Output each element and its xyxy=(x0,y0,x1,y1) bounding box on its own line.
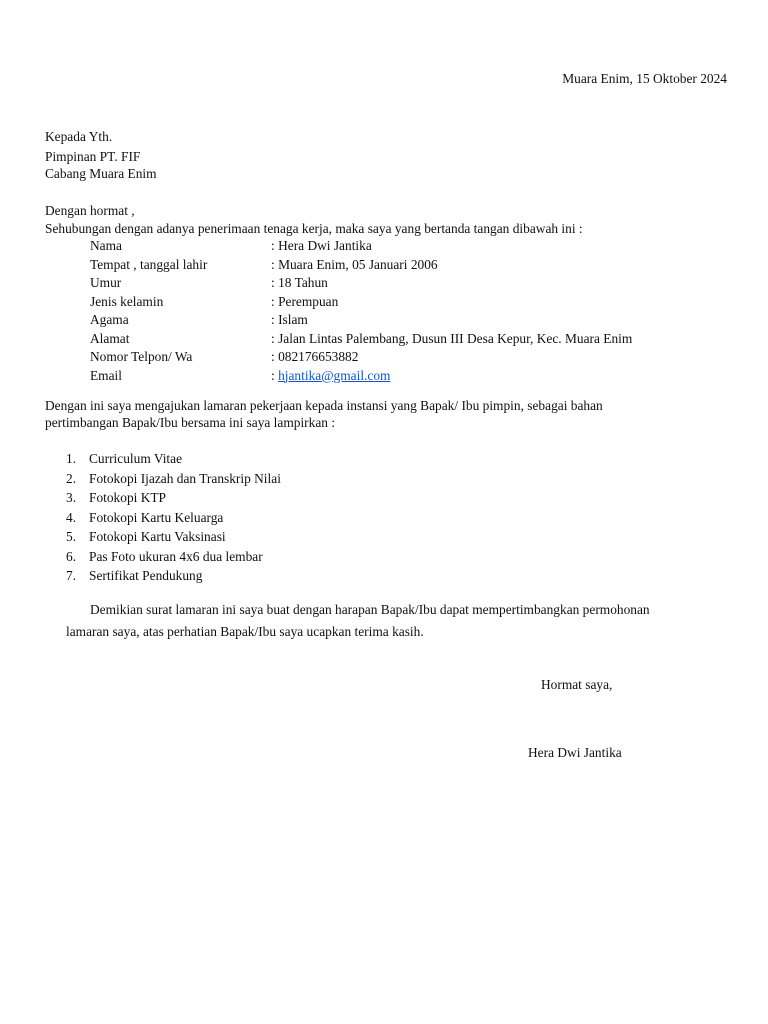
list-item xyxy=(66,569,386,589)
list-number: 6. xyxy=(66,548,77,564)
regards: Hormat saya, xyxy=(541,677,613,692)
address: Jalan Lintas Palembang, Dusun III Desa Kepur, Kec. Muara Enim xyxy=(278,330,633,346)
info-value xyxy=(271,239,372,252)
info-label: Email xyxy=(90,367,122,383)
info-row-email xyxy=(90,369,690,388)
applicant-name: Hera Dwi Jantika xyxy=(278,238,372,253)
list-text: Fotokopi Kartu Vaksinasi xyxy=(89,529,226,544)
closing-line-2: lamaran saya, atas perhatian Bapak/Ibu saya ucapkan terima kasih. xyxy=(66,624,424,639)
list-text: Curriculum Vitae xyxy=(89,451,183,466)
info-value xyxy=(271,276,328,289)
recipient-line-2: Pimpinan PT. FIF xyxy=(45,149,141,164)
info-label: Agama xyxy=(90,312,129,327)
greeting: Dengan hormat , xyxy=(45,203,135,218)
list-text: Fotokopi Kartu Keluarga xyxy=(89,509,224,525)
value-colon: : xyxy=(271,349,279,364)
info-value xyxy=(271,295,338,308)
list-text: Fotokopi KTP xyxy=(89,490,167,505)
list-number: 1. xyxy=(66,451,77,466)
list-item xyxy=(66,550,386,570)
list-number: 3. xyxy=(66,490,77,505)
birth-place-date: Muara Enim, 05 Januari 2006 xyxy=(278,256,438,272)
list-number: 5. xyxy=(66,529,77,544)
intro-text: Sehubungan dengan adanya penerimaan tenaga kerja, maka saya yang bertanda tangan dibawah ini : xyxy=(45,221,583,236)
value-colon: : xyxy=(271,238,279,253)
info-value xyxy=(271,258,438,271)
closing-line-1: Demikian surat lamaran ini saya buat dengan harapan Bapak/Ibu dapat mempertimbangkan permohonan xyxy=(90,602,650,617)
list-text: Sertifikat Pendukung xyxy=(89,568,203,583)
request-paragraph-line-1: Dengan ini saya mengajukan lamaran pekerjaan kepada instansi yang Bapak/ Ibu pimpin, sebagai bahan xyxy=(45,398,603,413)
value-colon: : xyxy=(271,275,279,290)
age: 18 Tahun xyxy=(278,275,328,290)
attachment-list xyxy=(66,452,386,589)
value-colon: : xyxy=(271,256,279,272)
list-number: 7. xyxy=(66,568,77,583)
info-label: Tempat , tanggal lahir xyxy=(90,256,208,272)
info-row-religion xyxy=(90,313,690,332)
info-row-birth xyxy=(90,258,690,277)
applicant-info-table xyxy=(90,239,690,387)
info-label: Alamat xyxy=(90,330,130,346)
list-text: Pas Foto ukuran 4x6 dua lembar xyxy=(89,548,263,564)
phone-number: 082176653882 xyxy=(278,349,359,364)
info-value xyxy=(271,369,390,382)
list-item xyxy=(66,511,386,531)
info-label: Nomor Telpon/ Wa xyxy=(90,349,193,364)
info-row-gender xyxy=(90,295,690,314)
gender: Perempuan xyxy=(278,293,339,309)
info-value xyxy=(271,332,632,345)
signer-name: Hera Dwi Jantika xyxy=(528,745,622,760)
info-row-address xyxy=(90,332,690,351)
list-item xyxy=(66,530,386,550)
info-label: Nama xyxy=(90,238,122,253)
value-colon: : xyxy=(271,293,279,309)
date-line: Muara Enim, 15 Oktober 2024 xyxy=(562,71,727,86)
info-row-age xyxy=(90,276,690,295)
info-value xyxy=(271,313,308,326)
list-item xyxy=(66,452,386,472)
list-number: 4. xyxy=(66,509,77,525)
email-link[interactable]: hjantika@gmail.com xyxy=(278,367,391,383)
info-row-phone xyxy=(90,350,690,369)
info-label: Umur xyxy=(90,275,122,290)
list-number: 2. xyxy=(66,470,77,486)
recipient-line-3: Cabang Muara Enim xyxy=(45,166,157,181)
value-colon: : xyxy=(271,330,279,346)
info-row-name xyxy=(90,239,690,258)
request-paragraph-line-2: pertimbangan Bapak/Ibu bersama ini saya lampirkan : xyxy=(45,415,336,430)
value-colon: : xyxy=(271,312,279,327)
recipient-line-1: Kepada Yth. xyxy=(45,129,113,144)
info-value xyxy=(271,350,358,363)
religion: Islam xyxy=(278,312,308,327)
list-text: Fotokopi Ijazah dan Transkrip Nilai xyxy=(89,470,281,486)
info-label: Jenis kelamin xyxy=(90,293,164,309)
list-item xyxy=(66,472,386,492)
list-item xyxy=(66,491,386,511)
value-colon: : xyxy=(271,367,279,383)
